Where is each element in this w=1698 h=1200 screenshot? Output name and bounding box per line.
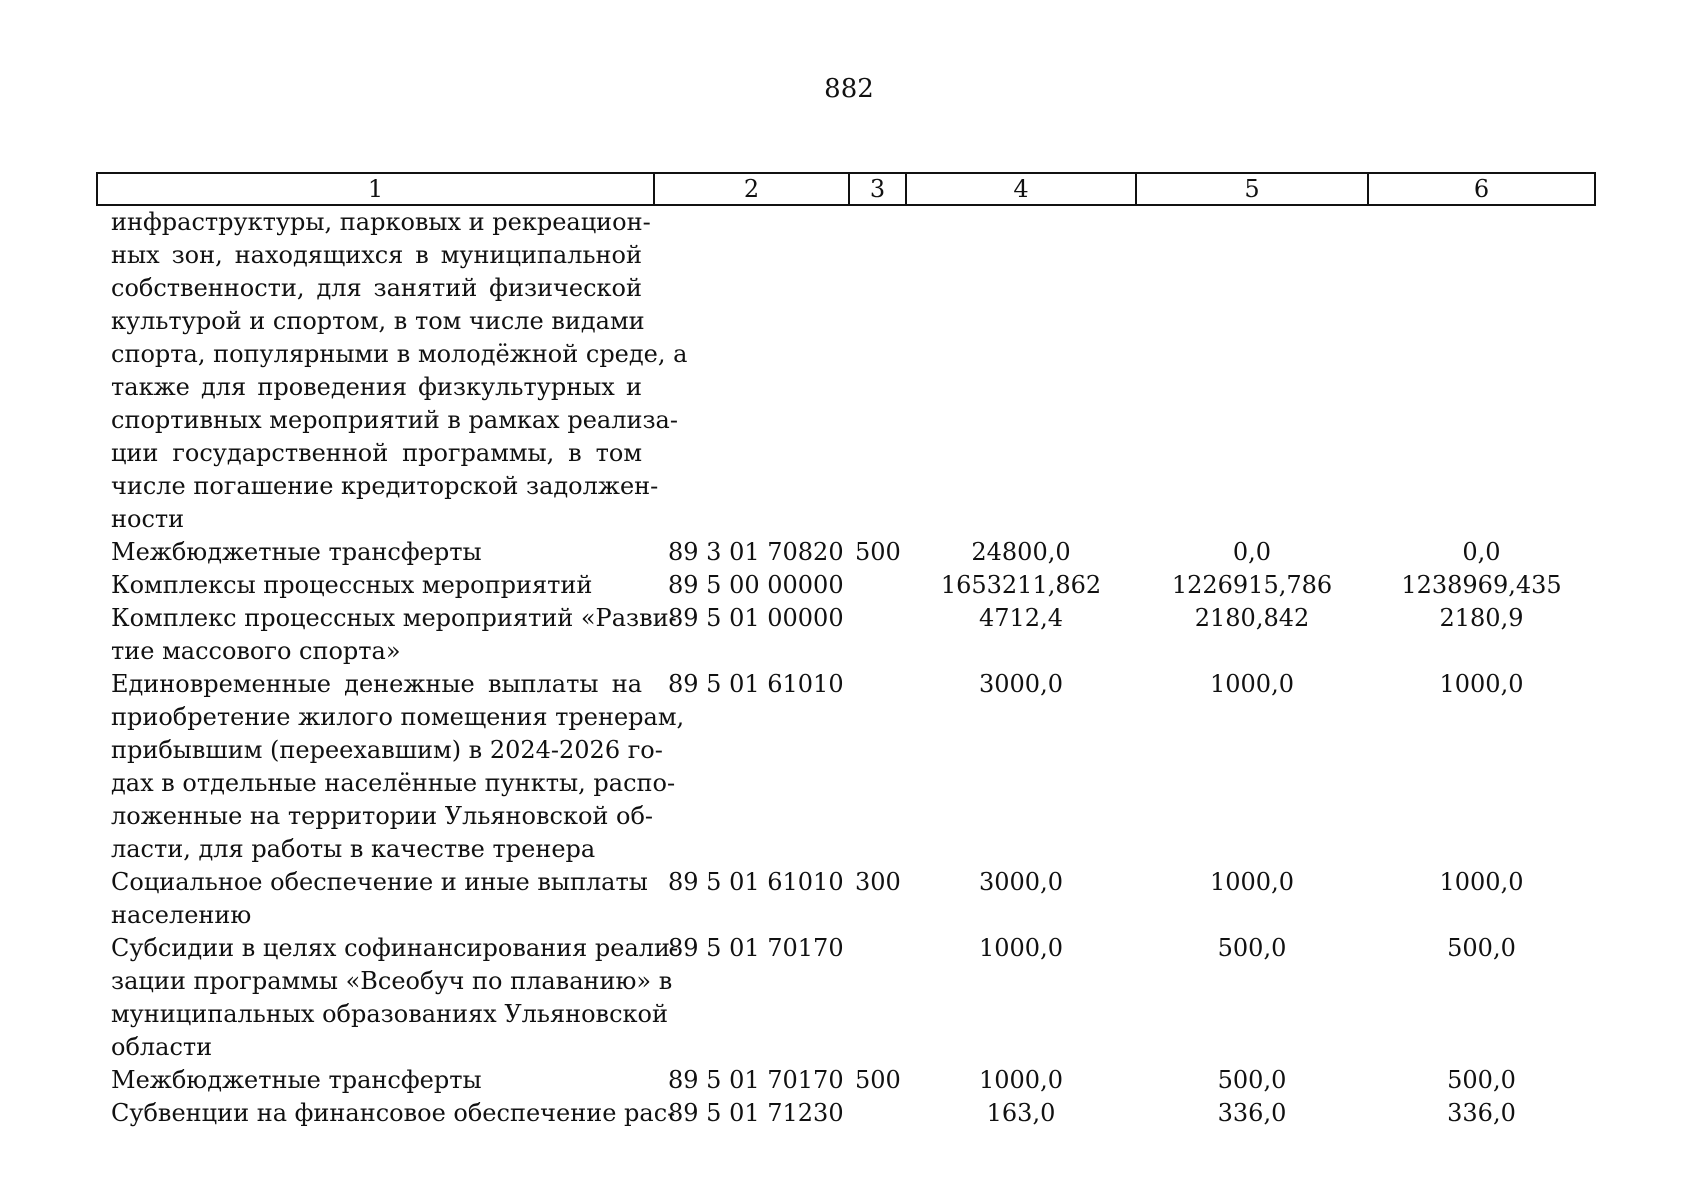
row-name-line: ности xyxy=(111,505,185,533)
row-value-col-6: 2180,9 xyxy=(1439,604,1524,632)
header-col-5: 5 xyxy=(1136,173,1368,205)
row-value-col-5: 500,0 xyxy=(1217,934,1287,962)
row-code-cell: 89 5 01 00000 xyxy=(668,604,844,632)
row-name-line: Субсидии в целях софинансирования реали- xyxy=(111,934,679,962)
row-kvr-cell xyxy=(849,602,906,668)
row-code-cell: 89 5 01 70170 xyxy=(668,934,844,962)
header-col-1: 1 xyxy=(97,173,654,205)
header-col-4: 4 xyxy=(906,173,1136,205)
row-name-cell xyxy=(97,1064,654,1097)
row-name-line: инфраструктуры, парковых и рекреацион- xyxy=(111,208,651,236)
row-code-cell: 89 5 01 61010 xyxy=(668,868,844,896)
row-name-line: спортивных мероприятий в рамках реализа- xyxy=(111,406,678,434)
row-name-line: также для проведения физкультурных и xyxy=(111,373,642,401)
row-name-line: ных зон, находящихся в муниципальной xyxy=(111,241,642,269)
table-row xyxy=(97,569,1595,602)
row-name-line: числе погашение кредиторской задолжен- xyxy=(111,472,659,500)
row-name-line: Социальное обеспечение и иные выплаты xyxy=(111,868,648,896)
row-value-col-5 xyxy=(1136,205,1368,536)
row-kvr-cell xyxy=(849,668,906,866)
budget-table xyxy=(96,172,1596,1130)
row-code-cell xyxy=(654,205,849,536)
row-name-line: области xyxy=(111,1033,213,1061)
row-name-line: приобретение жилого помещения тренерам, xyxy=(111,703,685,731)
row-code-cell: 89 5 01 61010 xyxy=(668,670,844,698)
row-name-cell xyxy=(97,569,654,602)
row-value-col-6: 500,0 xyxy=(1447,1066,1516,1094)
row-name-line: культурой и спортом, в том числе видами xyxy=(111,307,645,335)
row-value-col-5: 336,0 xyxy=(1217,1099,1287,1127)
row-name-line: ласти, для работы в качестве тренера xyxy=(111,835,596,863)
table-row xyxy=(97,1064,1595,1097)
row-name-line: собственности, для занятий физической xyxy=(111,274,642,302)
row-name-line: зации программы «Всеобуч по плаванию» в xyxy=(111,967,673,995)
row-value-col-5: 1000,0 xyxy=(1210,670,1294,698)
row-kvr-cell xyxy=(849,932,906,1064)
row-name-line: населению xyxy=(111,901,252,929)
row-name-cell xyxy=(97,866,654,932)
row-kvr-cell: 500 xyxy=(855,1066,901,1094)
row-value-col-4: 163,0 xyxy=(986,1099,1056,1127)
row-value-col-4: 3000,0 xyxy=(979,868,1063,896)
row-code-cell: 89 5 00 00000 xyxy=(668,571,844,599)
row-kvr-cell xyxy=(849,569,906,602)
page-number: 882 xyxy=(824,74,874,104)
row-name-cell xyxy=(97,536,654,569)
row-value-col-5: 0,0 xyxy=(1232,538,1272,566)
row-value-col-5: 1226915,786 xyxy=(1171,571,1333,599)
header-col-6: 6 xyxy=(1368,173,1595,205)
row-value-col-4: 1000,0 xyxy=(979,1066,1063,1094)
table-row xyxy=(97,205,1595,536)
row-value-col-6: 0,0 xyxy=(1462,538,1501,566)
row-value-col-4: 1653211,862 xyxy=(940,571,1102,599)
table-header xyxy=(97,173,1595,205)
table-row xyxy=(97,1097,1595,1130)
row-value-col-4 xyxy=(906,205,1136,536)
row-kvr-cell xyxy=(849,205,906,536)
row-kvr-cell: 500 xyxy=(855,538,901,566)
row-value-col-4: 3000,0 xyxy=(979,670,1063,698)
header-col-2: 2 xyxy=(654,173,849,205)
header-col-3: 3 xyxy=(849,173,906,205)
row-value-col-5: 500,0 xyxy=(1217,1066,1287,1094)
row-name-line: муниципальных образованиях Ульяновской xyxy=(111,1000,668,1028)
row-name-line: ции государственной программы, в том xyxy=(111,439,642,467)
table-row xyxy=(97,536,1595,569)
row-kvr-cell: 300 xyxy=(855,868,901,896)
row-name-line: Единовременные денежные выплаты на xyxy=(111,670,642,698)
table-row xyxy=(97,602,1595,668)
row-code-cell: 89 5 01 71230 xyxy=(668,1099,844,1127)
row-value-col-6: 1000,0 xyxy=(1439,670,1524,698)
table-row xyxy=(97,932,1595,1064)
table-header-row xyxy=(97,173,1595,205)
row-value-col-6: 336,0 xyxy=(1447,1099,1516,1127)
row-name-line: ложенные на территории Ульяновской об- xyxy=(111,802,654,830)
row-kvr-cell xyxy=(849,1097,906,1130)
row-name-line: Комплекс процессных мероприятий «Разви- xyxy=(111,604,677,632)
row-name-cell xyxy=(97,205,688,536)
row-code-cell: 89 5 01 70170 xyxy=(668,1066,844,1094)
row-name-cell xyxy=(97,602,677,668)
row-value-col-4: 4712,4 xyxy=(979,604,1063,632)
row-value-col-5: 2180,842 xyxy=(1194,604,1310,632)
row-value-col-4: 24800,0 xyxy=(971,538,1071,566)
row-value-col-4: 1000,0 xyxy=(979,934,1063,962)
row-name-line: прибывшим (переехавшим) в 2024-2026 го- xyxy=(111,736,663,764)
row-value-col-6: 1238969,435 xyxy=(1401,571,1562,599)
row-name-cell xyxy=(97,668,685,866)
table-row xyxy=(97,866,1595,932)
row-value-col-6: 500,0 xyxy=(1447,934,1516,962)
row-name-line: Межбюджетные трансферты xyxy=(111,538,482,566)
table-body xyxy=(97,205,1595,1130)
row-name-line: дах в отдельные населённые пункты, распо- xyxy=(111,769,676,797)
row-name-cell xyxy=(97,1097,676,1130)
row-code-cell: 89 3 01 70820 xyxy=(668,538,844,566)
row-name-cell xyxy=(97,932,679,1064)
row-name-line: Межбюджетные трансферты xyxy=(111,1066,482,1094)
row-name-line: Субвенции на финансовое обеспечение рас- xyxy=(111,1099,676,1127)
row-name-line: Комплексы процессных мероприятий xyxy=(111,571,593,599)
row-value-col-6: 1000,0 xyxy=(1439,868,1524,896)
row-name-line: тие массового спорта» xyxy=(111,637,401,665)
table-row xyxy=(97,668,1595,866)
row-value-col-5: 1000,0 xyxy=(1210,868,1294,896)
row-value-col-6 xyxy=(1368,205,1595,536)
row-name-line: спорта, популярными в молодёжной среде, а xyxy=(111,340,688,368)
